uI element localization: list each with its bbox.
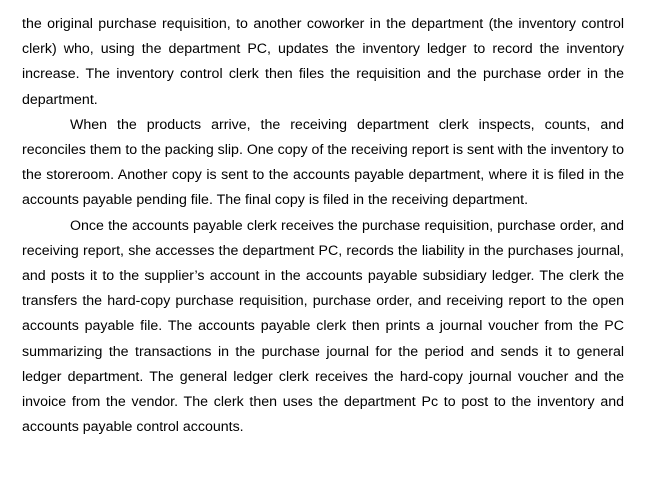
paragraph-accounts-payable: Once the accounts payable clerk receives the purchase requisition, purchase order, and receiving report, she accesses the department PC, records the liability in the purchases journal, and posts it to the supplier’s account in the accounts payable subsidiary ledger. The clerk the transfers the hard-copy purchase requisition, purchase order, and receiving report to the open accounts payable file. The accounts payable clerk then prints a journal voucher from the PC summarizing the transactions in the purchase journal for the period and sends it to general ledger department. The general ledger clerk receives the hard-copy journal voucher and the invoice from the vendor. The clerk then uses the department Pc to post to the inventory and accounts payable control accounts. [22, 217, 624, 436]
paragraph-inventory-control: the original purchase requisition, to another coworker in the department (the inventory control clerk) who, using the department PC, updates the inventory ledger to record the inventory increase. The inventory control clerk then files the requisition and the purchase order in the department. [22, 16, 624, 108]
paragraph-receiving: When the products arrive, the receiving department clerk inspects, counts, and reconciles them to the packing slip. One copy of the receiving report is sent with the inventory to the storeroom. Another copy is sent to the accounts payable department, where it is filed in the accounts payable pending file. The final copy is filed in the receiving department. [22, 116, 624, 209]
